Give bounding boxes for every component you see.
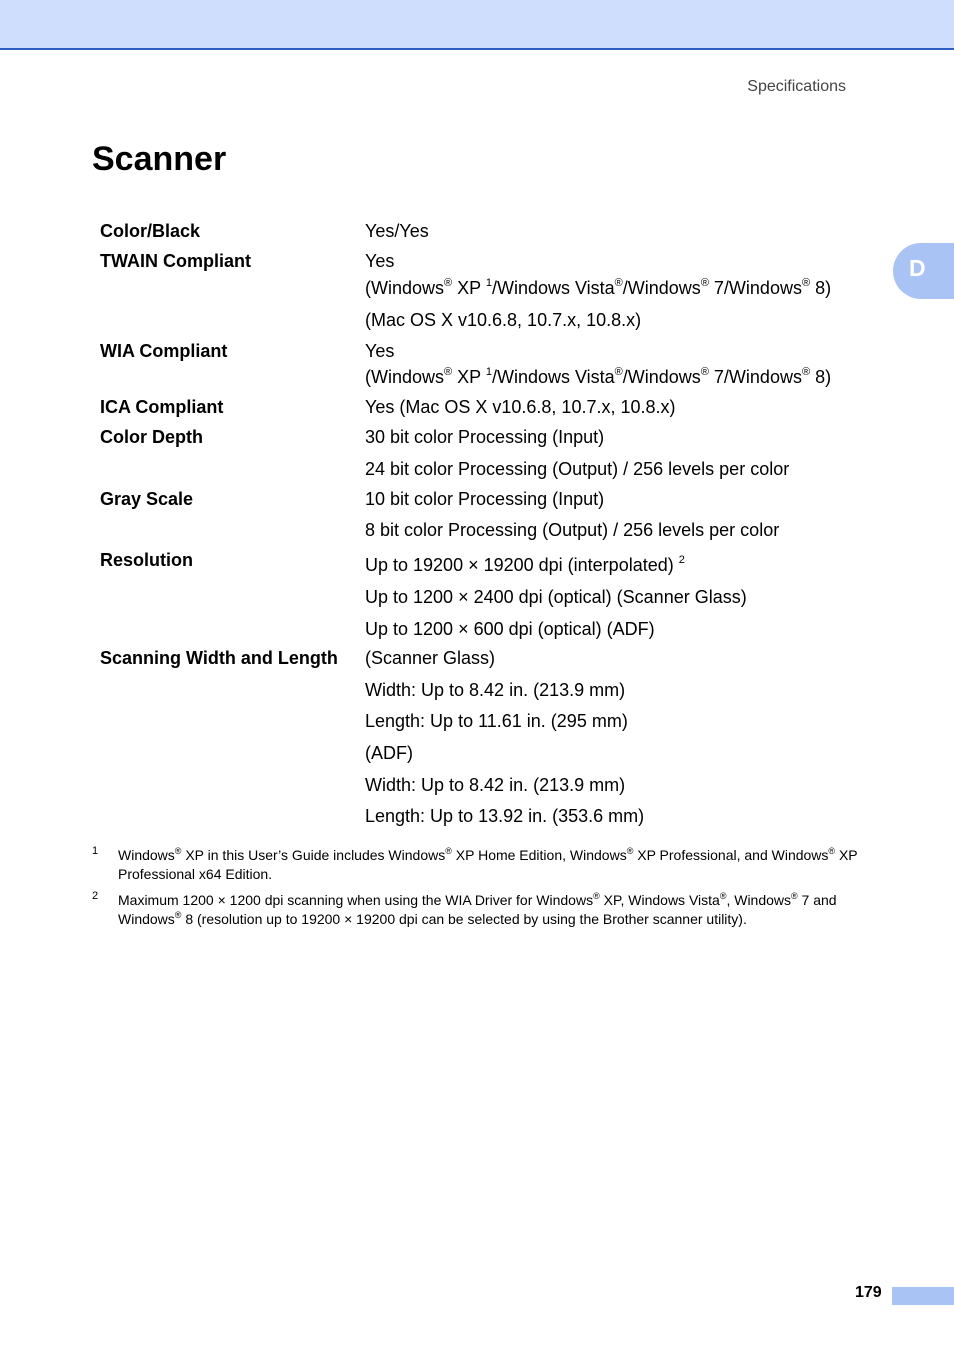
- value-scan-adf-width: Width: Up to 8.42 in. (213.9 mm): [365, 775, 626, 795]
- value-twain-mac: (Mac OS X v10.6.8, 10.7.x, 10.8.x): [365, 310, 642, 330]
- value-scan-glass-length: Length: Up to 11.61 in. (295 mm): [365, 711, 628, 731]
- label-resolution: Resolution: [100, 550, 193, 570]
- label-gray-scale: Gray Scale: [100, 489, 194, 509]
- chapter-tab-letter: D: [909, 255, 926, 281]
- value-ica: Yes (Mac OS X v10.6.8, 10.7.x, 10.8.x): [365, 397, 676, 417]
- label-twain: TWAIN Compliant: [100, 251, 251, 271]
- value-twain-windows: (Windows® XP $^1$/Windows Vista®/Windows® 7/Windows® 8): [365, 277, 832, 298]
- footnote-1: Windows® XP in this User’s Guide includes Windows® XP Home Edition, Windows® XP Professional, and Windows® XP Professional x64 Edition.: [118, 846, 858, 882]
- label-color-depth: Color Depth: [100, 427, 203, 447]
- value-gray-scale-input: 10 bit color Processing (Input): [365, 489, 605, 509]
- value-scan-adf-heading: (ADF): [365, 743, 413, 763]
- value-scan-glass-width: Width: Up to 8.42 in. (213.9 mm): [365, 680, 626, 700]
- value-twain-yes: Yes: [365, 251, 395, 271]
- value-scan-glass-heading: (Scanner Glass): [365, 648, 496, 668]
- footnote-2: Maximum 1200 × 1200 dpi scanning when using the WIA Driver for Windows® XP, Windows Vista®, Windows® 7 and Windows® 8 (resolution up to 19200 × 19200 dpi can be selected by using the Brother scanner utility).: [118, 891, 837, 927]
- page-title: Scanner: [92, 140, 227, 178]
- value-wia-yes: Yes: [365, 341, 395, 361]
- value-wia-windows: (Windows® XP $^1$/Windows Vista®/Windows® 7/Windows® 8): [365, 366, 832, 387]
- label-color-black: Color/Black: [100, 221, 201, 241]
- value-color-black: Yes/Yes: [365, 221, 429, 241]
- running-header: Specifications: [747, 78, 846, 95]
- value-resolution-adf: Up to 1200 × 600 dpi (optical) (ADF): [365, 619, 655, 639]
- header-band: [0, 0, 954, 50]
- footer-bar: [892, 1287, 954, 1305]
- footnote-marker-2: 2: [92, 890, 99, 902]
- label-wia: WIA Compliant: [100, 341, 228, 361]
- value-scan-adf-length: Length: Up to 13.92 in. (353.6 mm): [365, 806, 645, 826]
- label-ica: ICA Compliant: [100, 397, 224, 417]
- chapter-tab: [893, 243, 954, 299]
- value-resolution-glass: Up to 1200 × 2400 dpi (optical) (Scanner Glass): [365, 587, 747, 607]
- value-resolution-interpolated: Up to 19200 × 19200 dpi (interpolated) $^2$: [365, 554, 685, 575]
- value-color-depth-input: 30 bit color Processing (Input): [365, 427, 605, 447]
- page-number: 179: [855, 1284, 882, 1301]
- footnote-marker-1: 1: [92, 845, 99, 857]
- label-scanning-width: Scanning Width and Length: [100, 648, 338, 668]
- value-gray-scale-output: 8 bit color Processing (Output) / 256 levels per color: [365, 520, 780, 540]
- value-color-depth-output: 24 bit color Processing (Output) / 256 levels per color: [365, 459, 790, 479]
